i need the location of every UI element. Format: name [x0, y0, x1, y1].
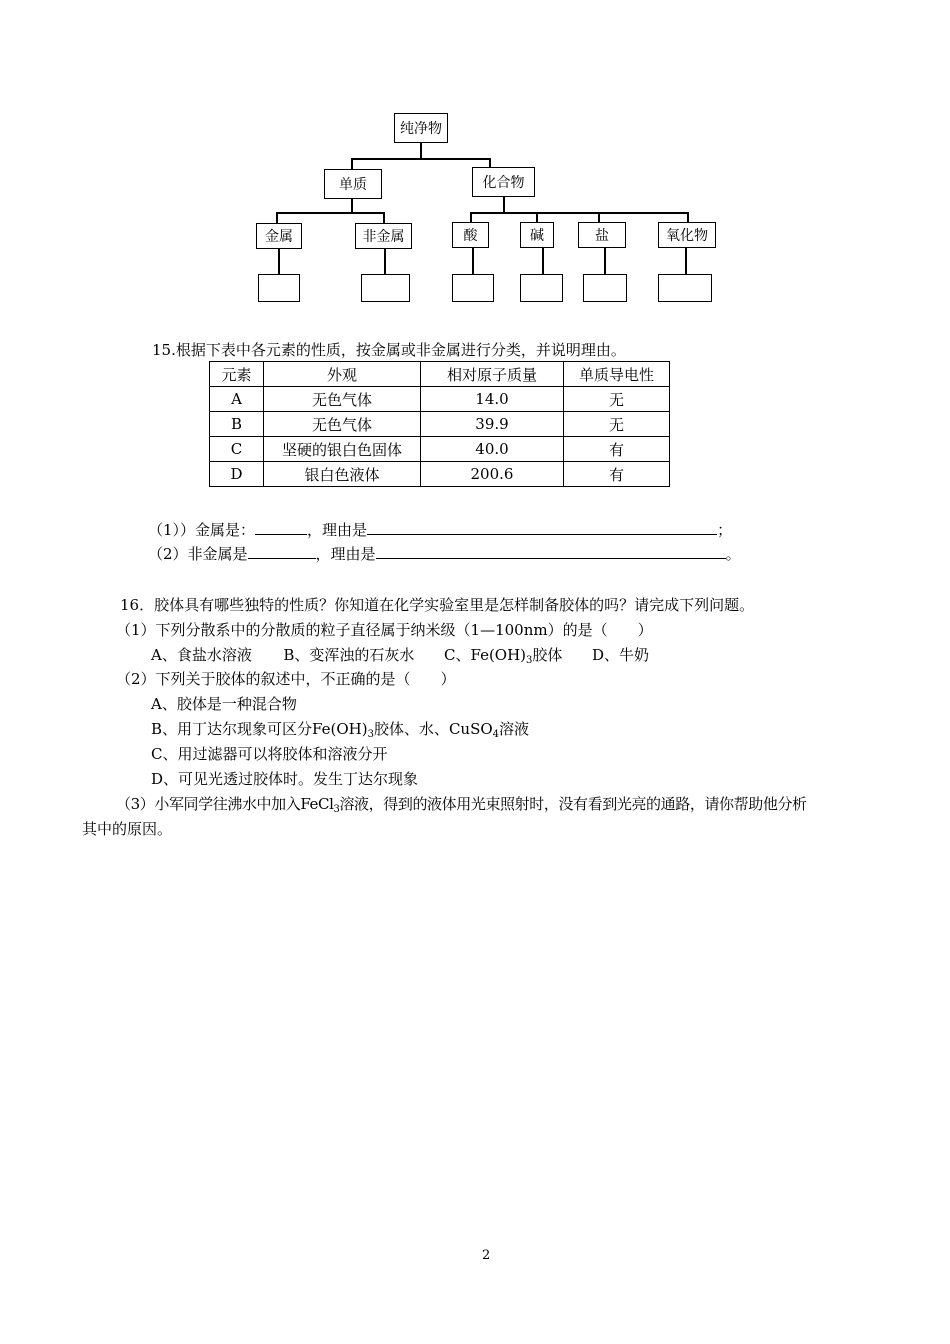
table-cell: A	[210, 387, 264, 412]
tree-connector	[685, 248, 687, 275]
answer-label: （2）非金属是	[148, 545, 248, 563]
table-cell: 40.0	[421, 437, 564, 462]
table-row	[210, 437, 670, 462]
table-cell: 银白色液体	[264, 462, 421, 487]
q16-part2-option-a: A、胶体是一种混合物	[151, 695, 297, 713]
q16-part2-option-d: D、可见光透过胶体时。发生丁达尔现象	[151, 770, 419, 788]
table-header: 元素	[210, 362, 264, 387]
answer-label: ；	[717, 521, 733, 539]
tree-empty-box	[361, 274, 410, 302]
q16-part1: （1）下列分散系中的分散质的粒子直径属于纳米级（1—100nm）的是（ ）	[116, 621, 653, 639]
table-cell: 39.9	[421, 412, 564, 437]
q16-part2-option-b: B、用丁达尔现象可区分$Fe(OH)_3$胶体、水、CuSO$_4$溶液	[151, 720, 530, 740]
table-cell: C	[210, 437, 264, 462]
table-cell: 14.0	[421, 387, 564, 412]
table-cell: 有	[564, 462, 670, 487]
tree-empty-box	[452, 274, 494, 302]
tree-connector	[472, 248, 474, 275]
q16-part3-line2: 其中的原因。	[82, 820, 173, 838]
q16-part2-option-c: C、用过滤器可以将胶体和溶液分开	[151, 745, 388, 763]
table-row	[210, 412, 670, 437]
table-header-row	[210, 362, 670, 387]
answer-blank[interactable]	[376, 544, 726, 559]
tree-connector	[384, 249, 386, 275]
tree-connector	[278, 249, 280, 275]
answer-label: ，理由是	[315, 545, 376, 563]
tree-connector	[503, 197, 505, 213]
page-number: 2	[482, 1248, 491, 1263]
answer-blank[interactable]	[367, 520, 717, 535]
tree-node-compound: 化合物	[472, 167, 535, 197]
table-cell: 无	[564, 387, 670, 412]
answer-blank[interactable]	[248, 544, 316, 559]
tree-connector	[276, 212, 384, 214]
tree-connector	[420, 143, 422, 159]
tree-node-root: 纯净物	[394, 113, 448, 143]
table-row	[210, 387, 670, 412]
tree-node-acid: 酸	[452, 222, 489, 248]
q15-answer-1	[148, 519, 732, 540]
q16-intro: 16．胶体具有哪些独特的性质？你知道在化学实验室里是怎样制备胶体的吗？请完成下列问题。	[120, 596, 755, 614]
q16-part2: （2）下列关于胶体的叙述中，不正确的是（ ）	[116, 670, 456, 688]
tree-connector	[542, 248, 544, 275]
table-row	[210, 462, 670, 487]
option-c: C、$Fe(OH)_3$胶体	[444, 646, 563, 666]
tree-connector	[470, 212, 688, 214]
option-d: D、牛奶	[591, 646, 650, 664]
tree-empty-box	[583, 274, 627, 302]
table-cell: 坚硬的银白色固体	[264, 437, 421, 462]
answer-label: （1））金属是：	[148, 521, 256, 539]
table-cell: 无色气体	[264, 387, 421, 412]
table-header: 单质导电性	[564, 362, 670, 387]
tree-node-base: 碱	[520, 222, 554, 248]
tree-node-oxide: 氧化物	[658, 222, 716, 248]
tree-node-metal: 金属	[256, 223, 302, 249]
q16-part1-options	[151, 644, 649, 666]
tree-connector	[604, 248, 606, 275]
q15-answer-2	[148, 543, 741, 564]
table-cell: 无	[564, 412, 670, 437]
tree-node-element: 单质	[324, 169, 382, 199]
answer-blank[interactable]	[255, 520, 307, 535]
table-cell: D	[210, 462, 264, 487]
tree-empty-box	[258, 274, 300, 302]
table-header: 外观	[264, 362, 421, 387]
table-cell: 无色气体	[264, 412, 421, 437]
tree-connector	[351, 199, 353, 213]
tree-empty-box	[658, 274, 712, 302]
table-header: 相对原子质量	[421, 362, 564, 387]
element-properties-table	[209, 361, 670, 487]
tree-empty-box	[520, 274, 563, 302]
tree-node-salt: 盐	[578, 222, 626, 248]
option-a: A、食盐水溶液	[151, 646, 252, 664]
answer-label: 。	[725, 545, 741, 563]
table-cell: 有	[564, 437, 670, 462]
tree-connector	[351, 158, 490, 160]
answer-label: ，理由是	[307, 521, 368, 539]
q16-part3: （3）小军同学往沸水中加入FeCl$_3$溶液，得到的液体用光束照射时，没有看到光亮的通路，请你帮助他分析	[116, 795, 807, 815]
table-cell: B	[210, 412, 264, 437]
q15-question: 15.根据下表中各元素的性质，按金属或非金属进行分类，并说明理由。	[152, 341, 626, 359]
table-cell: 200.6	[421, 462, 564, 487]
option-b: B、变浑浊的石灰水	[283, 646, 415, 664]
tree-node-nonmetal: 非金属	[355, 223, 412, 249]
